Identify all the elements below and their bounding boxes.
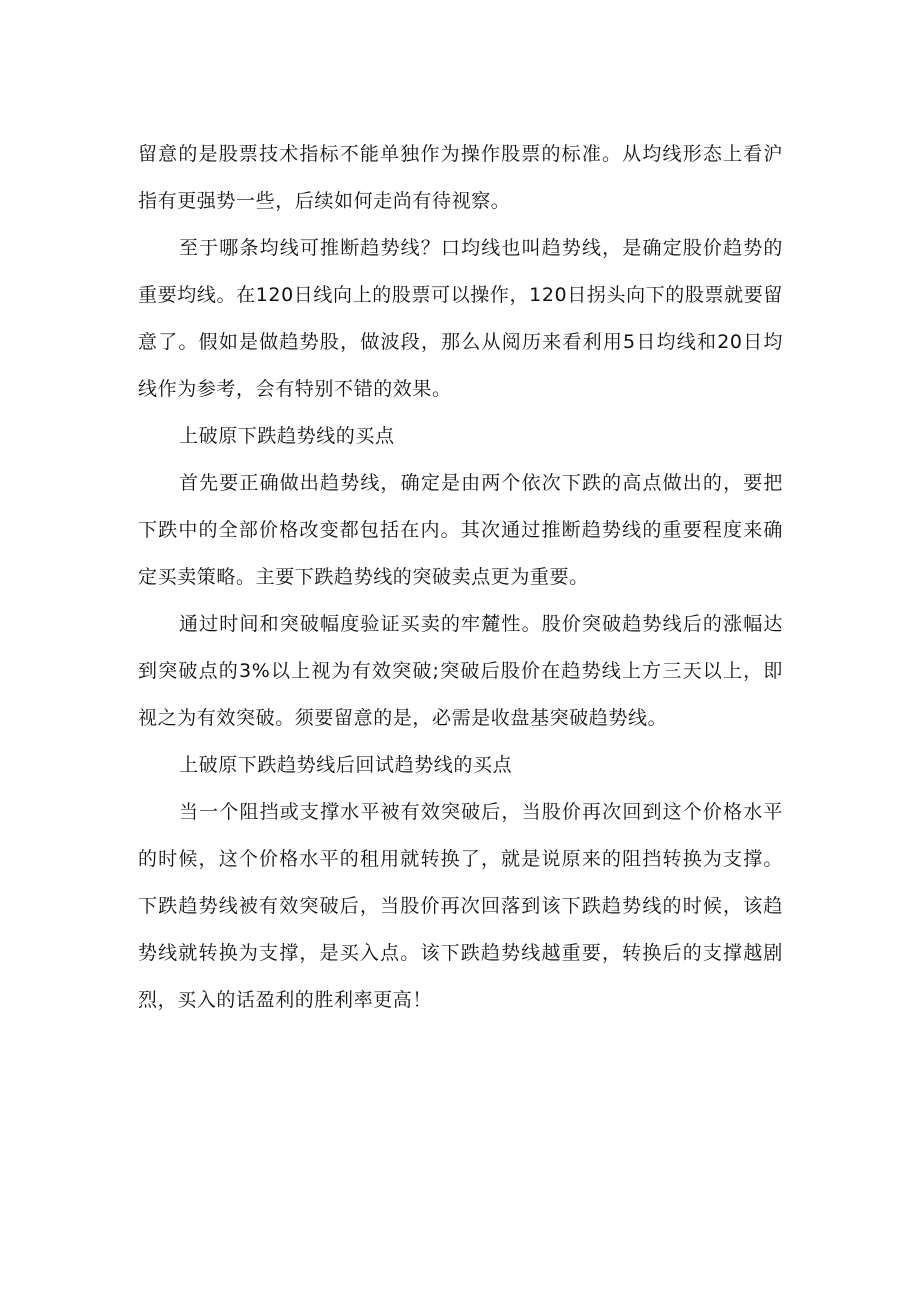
paragraph-moving-average: 至于哪条均线可推断趋势线？口均线也叫趋势线，是确定股价趋势的重要均线。在120日线向上的股票可以操作，120日拐头向下的股票就要留意了。假如是做趋势股，做波段，那么从阅历来看利用5日均线和20日均线作为参考，会有特别不错的效果。 xyxy=(138,237,783,400)
paragraph-draw-trendline: 首先要正确做出趋势线，确定是由两个依次下跌的高点做出的，要把下跌中的全部价格改变都包括在内。其次通过推断趋势线的重要程度来确定买卖策略。主要下跌趋势线的突破卖点更为重要。 xyxy=(138,472,783,588)
section-heading-breakout-buy-point: 上破原下跌趋势线的买点 xyxy=(179,425,395,447)
paragraph-verify-breakout: 通过时间和突破幅度验证买卖的牢麓性。股价突破趋势线后的涨幅达到突破点的3%以上视为有效突破;突破后股价在趋势线上方三天以上，即视之为有效突破。须要留意的是，必需是收盘基突破趋势线。 xyxy=(138,613,783,729)
paragraph-support-resistance-switch: 当一个阻挡或支撑水平被有效突破后，当股价再次回到这个价格水平的时候，这个价格水平的租用就转换了，就是说原来的阻挡转换为支撑。下跌趋势线被有效突破后，当股价再次回落到该下跌趋势线的时候，该趋势线就转换为支撑，是买入点。该下跌趋势线越重要，转换后的支撑越剧烈，买入的话盈利的胜利率更高！ xyxy=(138,801,783,1011)
section-heading-retest-buy-point: 上破原下跌趋势线后回试趋势线的买点 xyxy=(179,754,513,776)
paragraph-intro: 留意的是股票技术指标不能单独作为操作股票的标准。从均线形态上看沪指有更强势一些，后续如何走尚有待视察。 xyxy=(138,143,783,212)
document-body xyxy=(138,131,783,1024)
